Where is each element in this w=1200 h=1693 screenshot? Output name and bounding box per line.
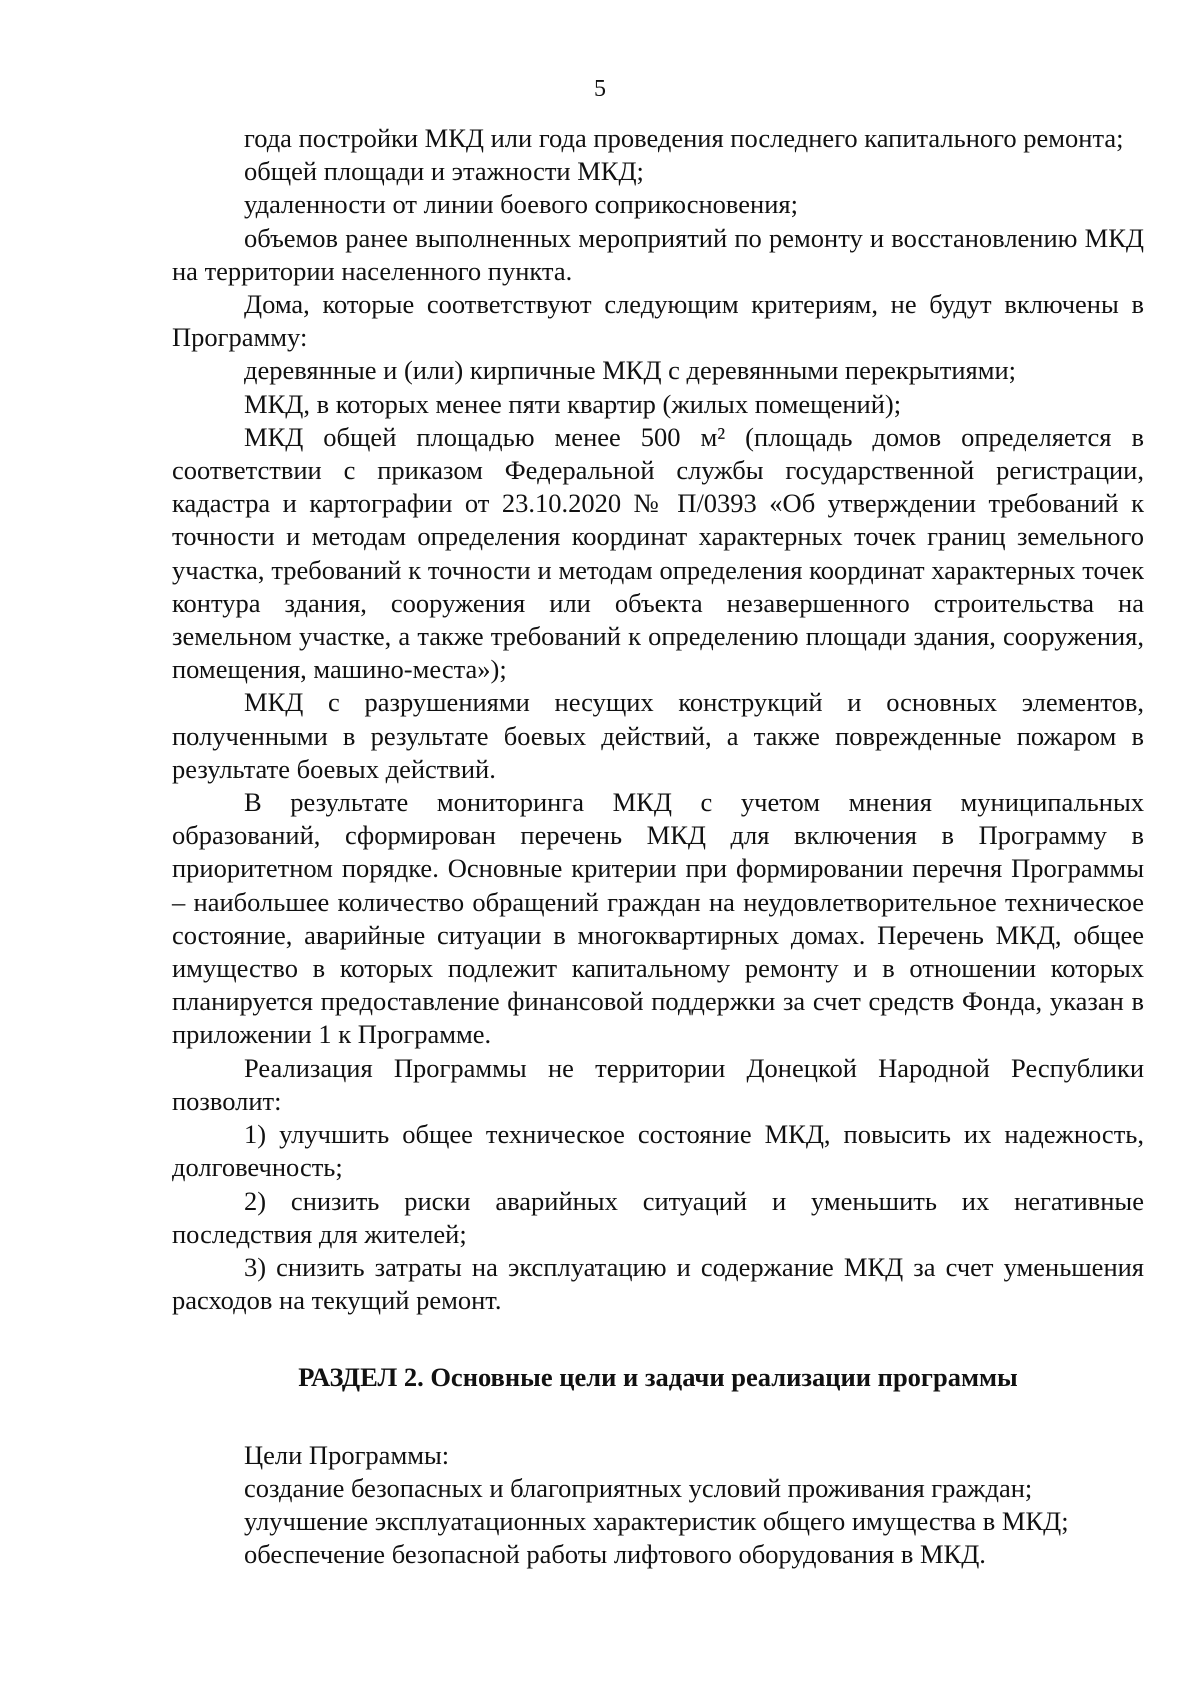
paragraph-implementation: Реализация Программы не территории Донецкой Народной Республики позволит: bbox=[172, 1052, 1144, 1116]
paragraph-monitoring: В результате мониторинга МКД с учетом мнения муниципальных образований, сформирован перечень МКД для включения в Программу в приоритетном порядке. Основные критерии при формировании перечня Программы – наибольшее количество обращений граждан на неудовлетворительное техническое состояние, аварийные ситуации в многоквартирных домах. Перечень МКД, общее имущество в которых подлежит капитальному ремонту и в отношении которых планируется предоставление финансовой поддержки за счет средств Фонда, указан в приложении 1 к Программе. bbox=[172, 787, 1144, 1050]
goal-item: создание безопасных и благоприятных условий проживания граждан; bbox=[244, 1472, 1033, 1503]
paragraph-construction-year: года постройки МКД или года проведения последнего капитального ремонта; bbox=[244, 123, 1124, 153]
paragraph-war-damage: МКД с разрушениями несущих конструкций и основных элементов, полученными в результате боевых действий, а также поврежденные пожаром в результате боевых действий. bbox=[172, 687, 1144, 784]
paragraph-previous-works: объемов ранее выполненных мероприятий по ремонту и восстановлению МКД на территории населенного пункта. bbox=[172, 222, 1144, 286]
goals-intro: Цели Программы: bbox=[244, 1439, 450, 1470]
paragraph-outcome-1: 1) улучшить общее техническое состояние МКД, повысить их надежность, долговечность; bbox=[172, 1119, 1144, 1183]
goal-item: обеспечение безопасной работы лифтового оборудования в МКД. bbox=[244, 1539, 986, 1570]
goal-item: улучшение эксплуатационных характеристик общего имущества в МКД; bbox=[244, 1505, 1069, 1536]
paragraph-outcome-3: 3) снизить затраты на эксплуатацию и содержание МКД за счет уменьшения расходов на текущий ремонт. bbox=[172, 1251, 1144, 1316]
paragraph-distance-contact-line: удаленности от линии боевого соприкосновения; bbox=[244, 189, 798, 220]
paragraph-total-area: общей площади и этажности МКД; bbox=[244, 156, 644, 187]
paragraph-wooden-houses: деревянные и (или) кирпичные МКД с деревянными перекрытиями; bbox=[244, 355, 1017, 386]
section-heading: РАЗДЕЛ 2. Основные цели и задачи реализации программы bbox=[298, 1362, 1018, 1393]
page-number: 5 bbox=[594, 76, 606, 102]
paragraph-fewer-apartments: МКД, в которых менее пяти квартир (жилых помещений); bbox=[244, 388, 902, 419]
paragraph-area-limit: МКД общей площадью менее 500 м² (площадь домов определяется в соответствии с приказом Федеральной службы государственной регистрации, кадастра и картографии от 23.10.2020 № П/0393 «Об утверждении требований к точности и методам определения координат характерных точек границ земельного участка, требований к точности и методам определения координат характерных точек контура здания, сооружения или объекта незавершенного строительства на земельном участке, а также требований к определению площади здания, сооружения, помещения, машино-места»); bbox=[172, 421, 1144, 685]
paragraph-outcome-2: 2) снизить риски аварийных ситуаций и уменьшить их негативные последствия для жителей; bbox=[172, 1185, 1144, 1249]
paragraph-exclusion-criteria: Дома, которые соответствуют следующим критериям, не будут включены в Программу: bbox=[172, 289, 1144, 353]
document-body bbox=[172, 122, 1144, 1571]
